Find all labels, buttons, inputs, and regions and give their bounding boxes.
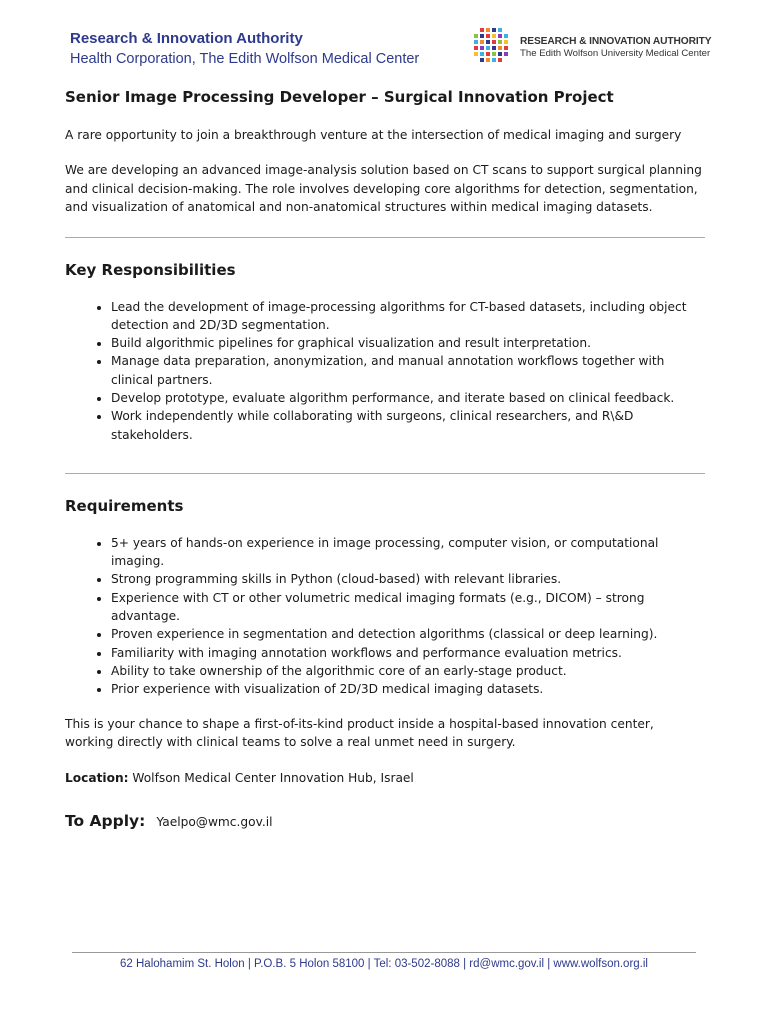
list-item: • Develop prototype, evaluate algorithm performance, and iterate based on clinical feedback.: [111, 389, 705, 407]
list-item: • Lead the development of image-processing algorithms for CT-based datasets, including object detection and 2D/3D segmentation.: [111, 298, 705, 335]
apply-line: [65, 810, 705, 833]
logo-mosaic-icon: [472, 28, 510, 66]
footer-divider: [72, 952, 696, 953]
org-subtitle: Health Corporation, The Edith Wolfson Medical Center: [70, 51, 420, 67]
job-description: We are developing an advanced image-analysis solution based on CT scans to support surgical planning and clinical decision-making. The role involves developing core algorithms for detection, segmentation, and visualization of anatomical and non-anatomical structures within medical imaging datasets.: [65, 163, 702, 214]
list-item: • Experience with CT or other volumetric medical imaging formats (e.g., DICOM) – strong advantage.: [111, 589, 705, 626]
letterhead-left: [70, 30, 419, 68]
list-item: • 5+ years of hands-on experience in image processing, computer vision, or computational imaging.: [111, 534, 705, 571]
section-divider: [65, 237, 705, 238]
responsibilities-heading: Key Responsibilities: [65, 260, 236, 279]
requirements-heading: Requirements: [65, 496, 184, 515]
document-body: [65, 86, 705, 833]
list-item: • Manage data preparation, anonymization, and manual annotation workflows together with clinical partners.: [111, 352, 705, 389]
list-item: • Proven experience in segmentation and detection algorithms (classical or deep learning).: [111, 625, 705, 643]
apply-label: To Apply:: [65, 811, 146, 830]
responsibilities-list: [65, 298, 705, 444]
list-item: • Prior experience with visualization of 2D/3D medical imaging datasets.: [111, 680, 705, 698]
apply-email-link[interactable]: Yaelpo@wmc.gov.il: [156, 814, 273, 829]
list-item: • Familiarity with imaging annotation workflows and performance evaluation metrics.: [111, 644, 705, 662]
job-intro: A rare opportunity to join a breakthrough venture at the intersection of medical imaging and surgery: [65, 128, 682, 142]
requirements-list: [65, 534, 705, 699]
org-title: Research & Innovation Authority: [70, 30, 303, 47]
list-item: • Work independently while collaborating with surgeons, clinical researchers, and R\&D stakeholders.: [111, 407, 705, 444]
list-item: • Build algorithmic pipelines for graphical visualization and result interpretation.: [111, 334, 705, 352]
closing-paragraph: This is your chance to shape a first-of-its-kind product inside a hospital-based innovation center, working directly with clinical teams to solve a real unmet need in surgery.: [65, 716, 654, 750]
logo-text: [520, 35, 711, 60]
section-divider: [65, 473, 705, 474]
list-item: • Strong programming skills in Python (cloud-based) with relevant libraries.: [111, 570, 705, 588]
list-item: • Ability to take ownership of the algorithmic core of an early-stage product.: [111, 662, 705, 680]
logo-subtitle: The Edith Wolfson University Medical Center: [520, 47, 711, 59]
letterhead-logo: [472, 28, 711, 66]
footer-contact: 62 Halohamim St. Holon | P.O.B. 5 Holon 58100 | Tel: 03-502-8088 | rd@wmc.gov.il | www.wolfson.org.il: [120, 958, 648, 970]
logo-title: RESEARCH & INNOVATION AUTHORITY: [520, 35, 712, 47]
job-title: Senior Image Processing Developer – Surgical Innovation Project: [65, 88, 614, 106]
location-value: Wolfson Medical Center Innovation Hub, Israel: [132, 770, 414, 785]
location-line: [65, 769, 705, 787]
location-label: Location:: [65, 770, 129, 785]
